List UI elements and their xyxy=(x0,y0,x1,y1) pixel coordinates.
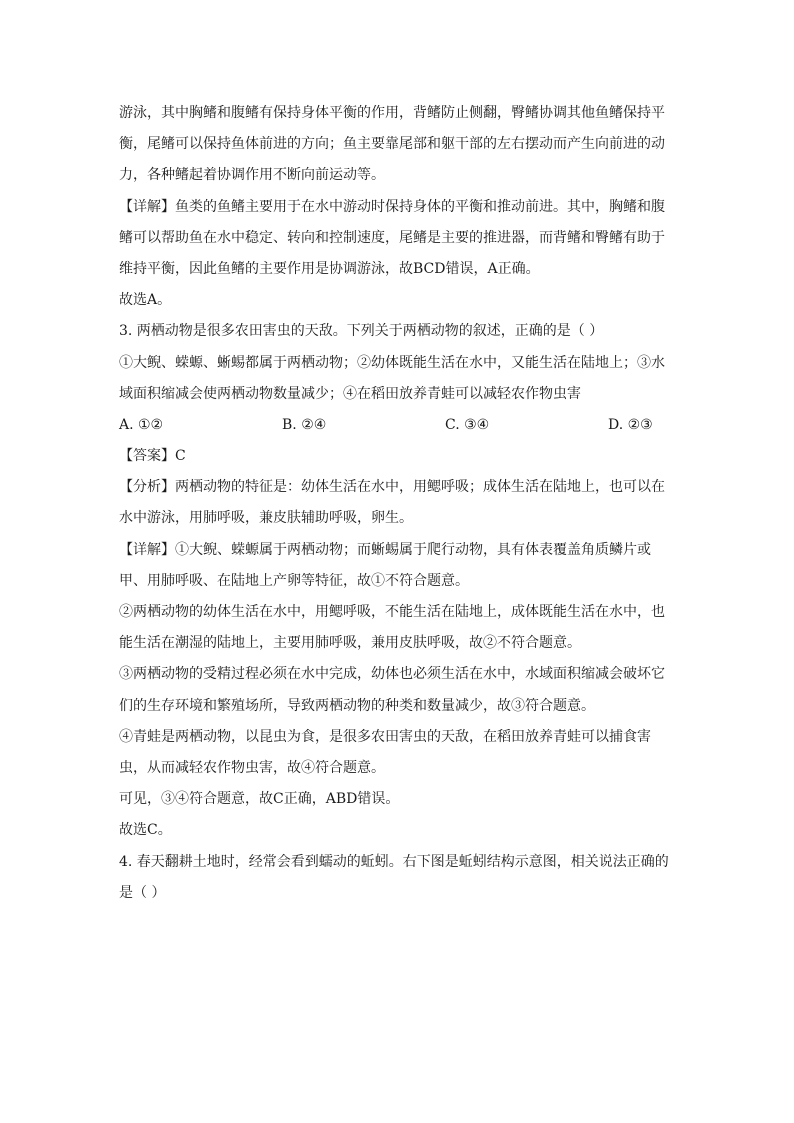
q2-analysis-line: 力，各种鳍起着协调作用不断向前运动等。 xyxy=(119,167,385,184)
q3-option-a: A. ①② xyxy=(119,416,164,433)
q3-detail-line: 甲、用肺呼吸、在陆地上产卵等特征，故①不符合题意。 xyxy=(119,572,469,589)
q3-detail-line: ③两栖动物的受精过程必须在水中完成，幼体也必须生活在水中，水域面积缩减会破坏它 xyxy=(119,666,665,683)
q3-options xyxy=(119,410,679,441)
q3-detail-line: ④青蛙是两栖动物，以昆虫为食，是很多农田害虫的天敌，在稻田放养青蛙可以捕食害 xyxy=(119,728,651,745)
q3-answer: 【答案】C xyxy=(119,448,186,465)
q3-analysis-line: 水中游泳，用肺呼吸，兼皮肤辅助呼吸，卵生。 xyxy=(119,510,413,527)
q3-option-c: C. ③④ xyxy=(445,416,490,433)
q3-detail-line: 【详解】①大鲵、蝾螈属于两栖动物；而蜥蜴属于爬行动物，具有体表覆盖角质鳞片或 xyxy=(119,541,651,558)
q3-detail-line: 可见，③④符合题意，故C正确，ABD错误。 xyxy=(119,791,400,808)
q3-option-b: B. ②④ xyxy=(282,416,327,433)
q2-analysis-line: 游泳，其中胸鳍和腹鳍有保持身体平衡的作用，背鳍防止侧翻，臀鳍协调其他鱼鳍保持平 xyxy=(119,105,665,121)
q3-analysis-line: 【分析】两栖动物的特征是：幼体生活在水中，用鳃呼吸；成体生活在陆地上，也可以在 xyxy=(119,479,665,496)
q2-detail-line: 【详解】鱼类的鱼鳍主要用于在水中游动时保持身体的平衡和推动前进。其中，胸鳍和腹 xyxy=(119,198,665,215)
q3-statement-line: ①大鲵、蝾螈、蜥蜴都属于两栖动物；②幼体既能生活在水中，又能生活在陆地上；③水 xyxy=(119,354,665,371)
q3-detail-line: 能生活在潮湿的陆地上，主要用肺呼吸，兼用皮肤呼吸，故②不符合题意。 xyxy=(119,635,581,652)
q3-stem: 3. 两栖动物是很多农田害虫的天敌。下列关于两栖动物的叙述，正确的是（ ） xyxy=(119,323,604,340)
q3-choose: 故选C。 xyxy=(119,822,172,839)
q2-detail-line: 鳍可以帮助鱼在水中稳定、转向和控制速度，尾鳍是主要的推进器，而背鳍和臀鳍有助于 xyxy=(119,229,665,246)
q2-detail-line: 维持平衡，因此鱼鳍的主要作用是协调游泳，故BCD错误，A正确。 xyxy=(119,260,540,277)
q4-stem-line: 4. 春天翻耕土地时，经常会看到蠕动的蚯蚓。右下图是蚯蚓结构示意图，相关说法正确的 xyxy=(119,853,669,870)
document-page xyxy=(119,98,679,909)
q2-choose: 故选A。 xyxy=(119,292,172,309)
q3-statement-line: 域面积缩减会使两栖动物数量减少；④在稻田放养青蛙可以减轻农作物虫害 xyxy=(119,385,581,402)
q4-stem-line: 是（ ） xyxy=(119,884,166,901)
q3-detail-line: 虫，从而减轻农作物虫害，故④符合题意。 xyxy=(119,759,385,776)
q3-option-d: D. ②③ xyxy=(608,416,653,433)
q3-detail-line: ②两栖动物的幼体生活在水中，用鳃呼吸，不能生活在陆地上，成体既能生活在水中，也 xyxy=(119,604,665,620)
q2-analysis-line: 衡，尾鳍可以保持鱼体前进的方向；鱼主要靠尾部和躯干部的左右摆动而产生向前进的动 xyxy=(119,136,665,153)
q3-detail-line: 们的生存环境和繁殖场所，导致两栖动物的种类和数量减少，故③符合题意。 xyxy=(119,697,595,714)
